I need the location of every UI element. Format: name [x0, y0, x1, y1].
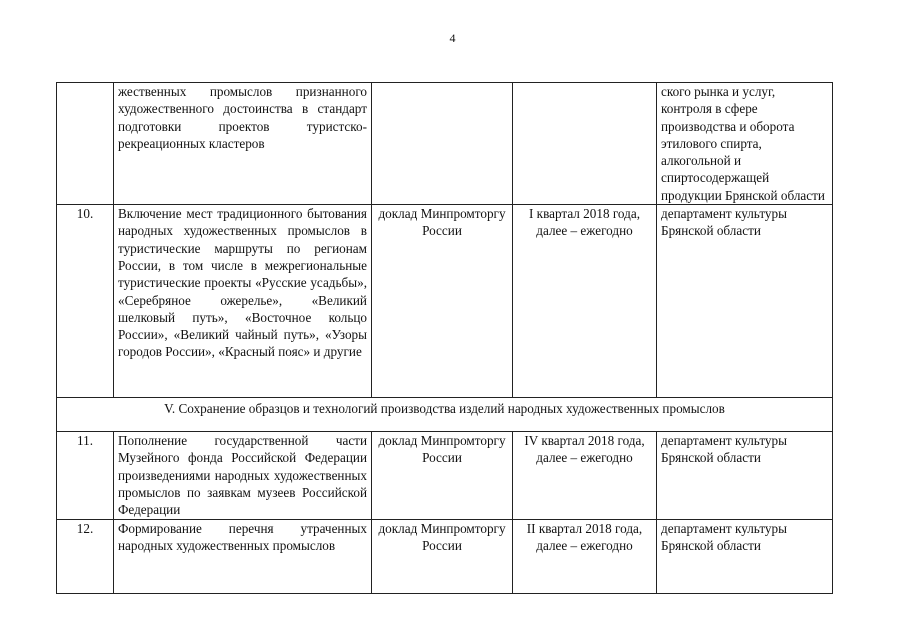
deadline: II квартал 2018 года, далее – ежегодно	[513, 519, 657, 593]
deadline	[513, 83, 657, 205]
row-number: 12.	[57, 519, 114, 593]
deadline: IV квартал 2018 года, далее – ежегодно	[513, 432, 657, 519]
measure-name: Включение мест традиционного бытования народных художественных промыслов в туристические маршруты по регионам России, в том числе в межрегиональные туристические проекты «Русские усадьбы», «Серебряное ожерелье», «Великий шелковый путь», «Восточное кольцо России», «Великий чайный путь», «Узоры городов России», «Красный пояс» и другие	[114, 205, 372, 398]
report-form: доклад Минпромторгу России	[372, 519, 513, 593]
table-row	[57, 432, 833, 519]
section-title: V. Сохранение образцов и технологий производства изделий народных художественных промыслов	[57, 398, 833, 432]
report-form: доклад Минпромторгу России	[372, 432, 513, 519]
table-row	[57, 519, 833, 593]
responsible-executor: департамент культуры Брянской области	[657, 432, 833, 519]
measure-name: Пополнение государственной части Музейного фонда Российской Федерации произведениями народных художественных промыслов по заявкам музеев Российской Федерации	[114, 432, 372, 519]
action-plan-table	[56, 82, 833, 594]
measure-name: жественных промыслов признанного художественного достоинства в стандарт подготовки проектов туристско-рекреационных кластеров	[114, 83, 372, 205]
responsible-executor: ского рынка и услуг, контроля в сфере производства и оборота этилового спирта, алкогольной и спиртосодержащей продукции Брянской области	[657, 83, 833, 205]
row-number: 10.	[57, 205, 114, 398]
section-header-row	[57, 398, 833, 432]
responsible-executor: департамент культуры Брянской области	[657, 519, 833, 593]
page-number: 4	[449, 31, 456, 45]
measure-name: Формирование перечня утраченных народных художественных промыслов	[114, 519, 372, 593]
table-row	[57, 83, 833, 205]
report-form	[372, 83, 513, 205]
row-number	[57, 83, 114, 205]
responsible-executor: департамент культуры Брянской области	[657, 205, 833, 398]
report-form: доклад Минпромторгу России	[372, 205, 513, 398]
deadline: I квартал 2018 года, далее – ежегодно	[513, 205, 657, 398]
row-number: 11.	[57, 432, 114, 519]
table-row	[57, 205, 833, 398]
